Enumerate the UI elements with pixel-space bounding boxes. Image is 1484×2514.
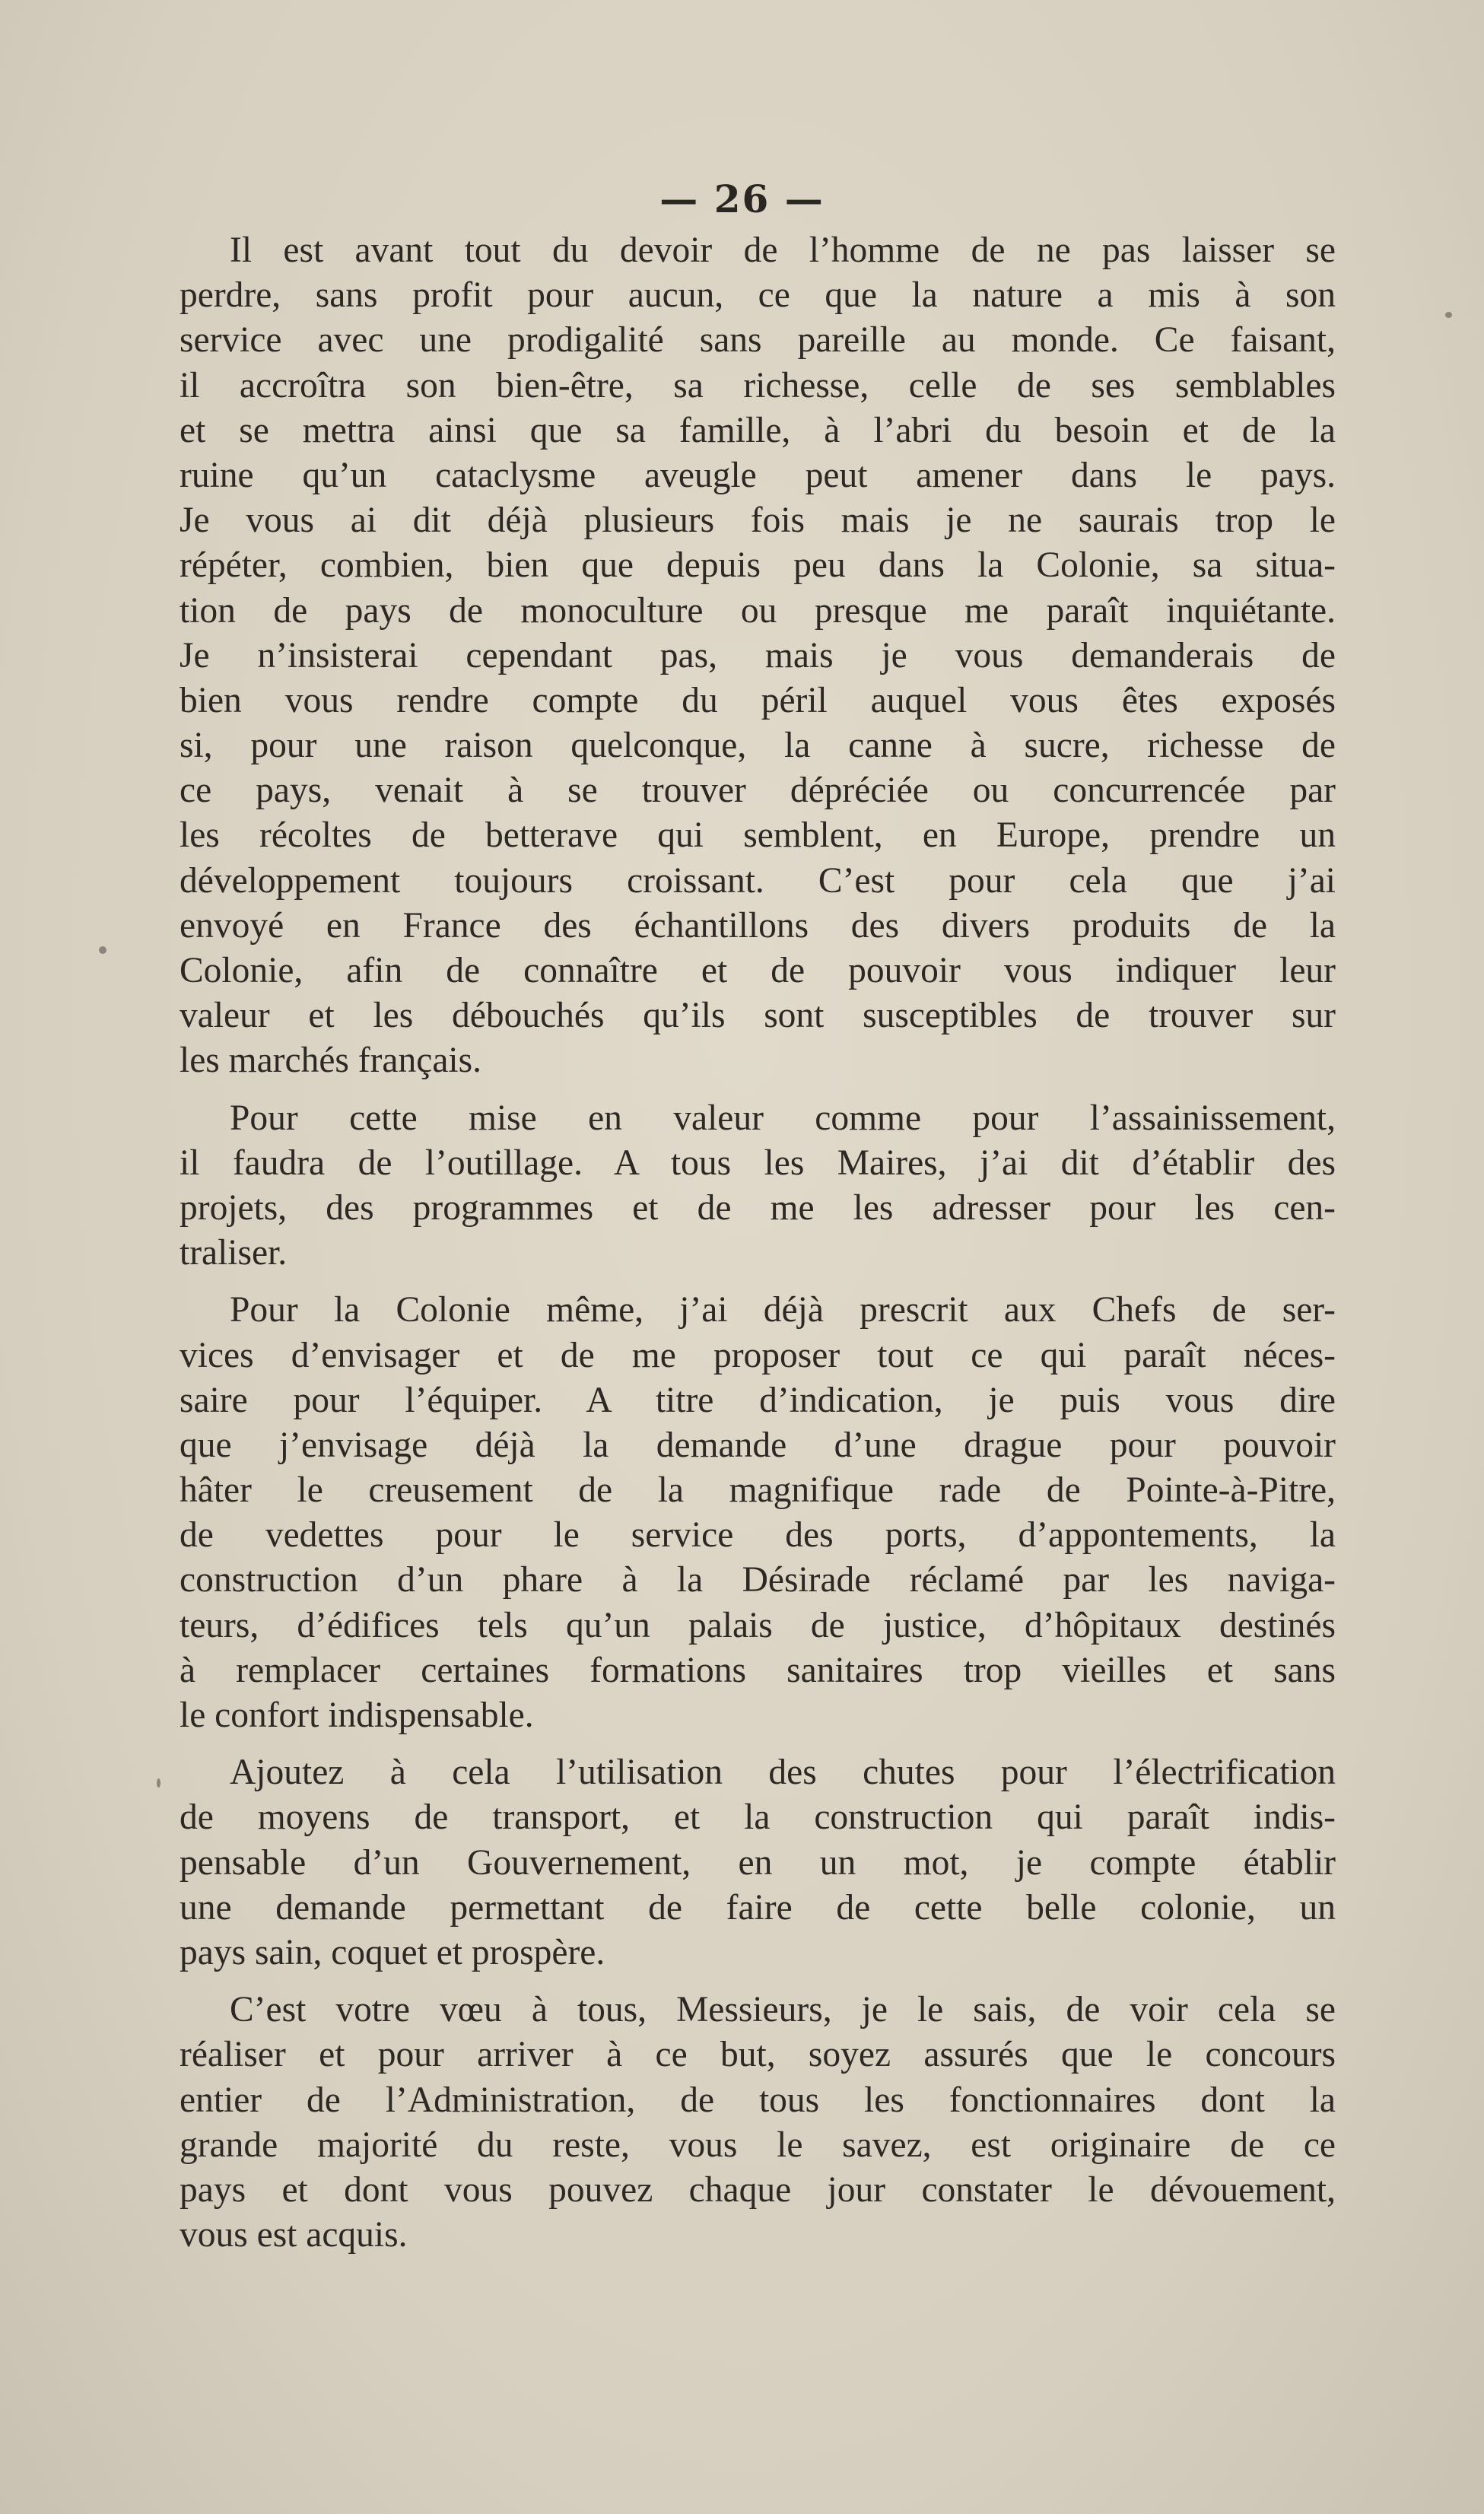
text-line: ruine qu’un cataclysme aveugle peut amener dans le pays. [180, 455, 1336, 495]
text-line: de moyens de transport, et la construction qui paraît indis- [180, 1797, 1336, 1838]
text-line: ce pays, venait à se trouver dépréciée ou concurrencée par [180, 771, 1336, 811]
text-line: il faudra de l’outillage. A tous les Maires, j’ai dit d’établir des [180, 1143, 1336, 1183]
text-line: et se mettra ainsi que sa famille, à l’abri du besoin et de la [180, 410, 1336, 450]
text-line: que j’envisage déjà la demande d’une drague pour pouvoir [180, 1425, 1336, 1465]
ink-speck [157, 1778, 160, 1788]
ink-speck [99, 946, 106, 954]
text-line: pensable d’un Gouvernement, en un mot, je compte établir [180, 1842, 1336, 1883]
text-line: C’est votre vœu à tous, Messieurs, je le sais, de voir cela se [230, 1990, 1336, 2030]
paragraph-gap [180, 1084, 1336, 1096]
text-line: si, pour une raison quelconque, la canne à sucre, richesse de [180, 726, 1336, 766]
text-line: service avec une prodigalité sans pareille au monde. Ce faisant, [180, 320, 1336, 361]
text-line: vous est acquis. [180, 2215, 408, 2255]
paragraph [180, 1288, 1336, 1738]
text-line: Colonie, afin de connaître et de pouvoir vous indiquer leur [180, 951, 1336, 990]
text-line: hâter le creusement de la magnifique rade de Pointe-à-Pitre, [180, 1470, 1336, 1511]
paragraph-gap [180, 1975, 1336, 1988]
text-line: envoyé en France des échantillons des divers produits de la [180, 905, 1336, 946]
paragraph-gap [180, 1276, 1336, 1288]
text-line: traliser. [180, 1233, 288, 1273]
page-number: — 26 — [659, 176, 825, 221]
text-line: le confort indispensable. [180, 1696, 534, 1735]
text-line: construction d’un phare à la Désirade réclamé par les naviga- [180, 1560, 1336, 1600]
text-line: Il est avant tout du devoir de l’homme de ne pas laisser se [230, 230, 1336, 270]
text-line: les marchés français. [180, 1041, 481, 1081]
text-line: il accroîtra son bien-être, sa richesse, celle de ses semblables [180, 365, 1336, 405]
text-line: de vedettes pour le service des ports, d’appontements, la [180, 1515, 1336, 1556]
text-line: projets, des programmes et de me les adresser pour les cen- [180, 1187, 1336, 1228]
text-line: entier de l’Administration, de tous les fonctionnaires dont la [180, 2080, 1336, 2120]
text-line: pays et dont vous pouvez chaque jour constater le dévouement, [180, 2169, 1336, 2210]
paragraph [180, 228, 1336, 1084]
text-line: valeur et les débouchés qu’ils sont susceptibles de trouver sur [180, 996, 1336, 1036]
paragraph [180, 1096, 1336, 1276]
text-line: perdre, sans profit pour aucun, ce que la nature a mis à son [180, 275, 1336, 316]
text-line: Ajoutez à cela l’utilisation des chutes pour l’électrification [230, 1753, 1336, 1793]
text-line: à remplacer certaines formations sanitaires trop vieilles et sans [180, 1650, 1336, 1690]
text-line: réaliser et pour arriver à ce but, soyez assurés que le concours [180, 2035, 1336, 2075]
paragraph-gap [180, 1738, 1336, 1750]
text-line: tion de pays de monoculture ou presque me paraît inquiétante. [180, 590, 1336, 631]
text-line: Je vous ai dit déjà plusieurs fois mais je ne saurais trop le [180, 501, 1336, 541]
paragraph [180, 1750, 1336, 1975]
text-line: répéter, combien, bien que depuis peu dans la Colonie, sa situa- [180, 545, 1336, 586]
text-line: Je n’insisterai cependant pas, mais je vous demanderais de [180, 635, 1336, 675]
text-line: grande majorité du reste, vous le savez, est originaire de ce [180, 2125, 1336, 2165]
paragraph [180, 1988, 1336, 2258]
text-line: Pour cette mise en valeur comme pour l’assainissement, [230, 1098, 1336, 1138]
text-line: les récoltes de betterave qui semblent, en Europe, prendre un [180, 815, 1336, 856]
text-line: pays sain, coquet et prospère. [180, 1932, 605, 1972]
text-line: développement toujours croissant. C’est pour cela que j’ai [180, 860, 1336, 901]
text-line: teurs, d’édifices tels qu’un palais de justice, d’hôpitaux destinés [180, 1605, 1336, 1645]
body-text [180, 228, 1336, 2258]
text-line: une demande permettant de faire de cette belle colonie, un [180, 1887, 1336, 1928]
text-line: saire pour l’équiper. A titre d’indication, je puis vous dire [180, 1380, 1336, 1420]
text-line: vices d’envisager et de me proposer tout ce qui paraît néces- [180, 1335, 1336, 1375]
text-line: Pour la Colonie même, j’ai déjà prescrit aux Chefs de ser- [230, 1290, 1336, 1330]
text-line: bien vous rendre compte du péril auquel vous êtes exposés [180, 680, 1336, 720]
ink-speck [1445, 312, 1452, 318]
